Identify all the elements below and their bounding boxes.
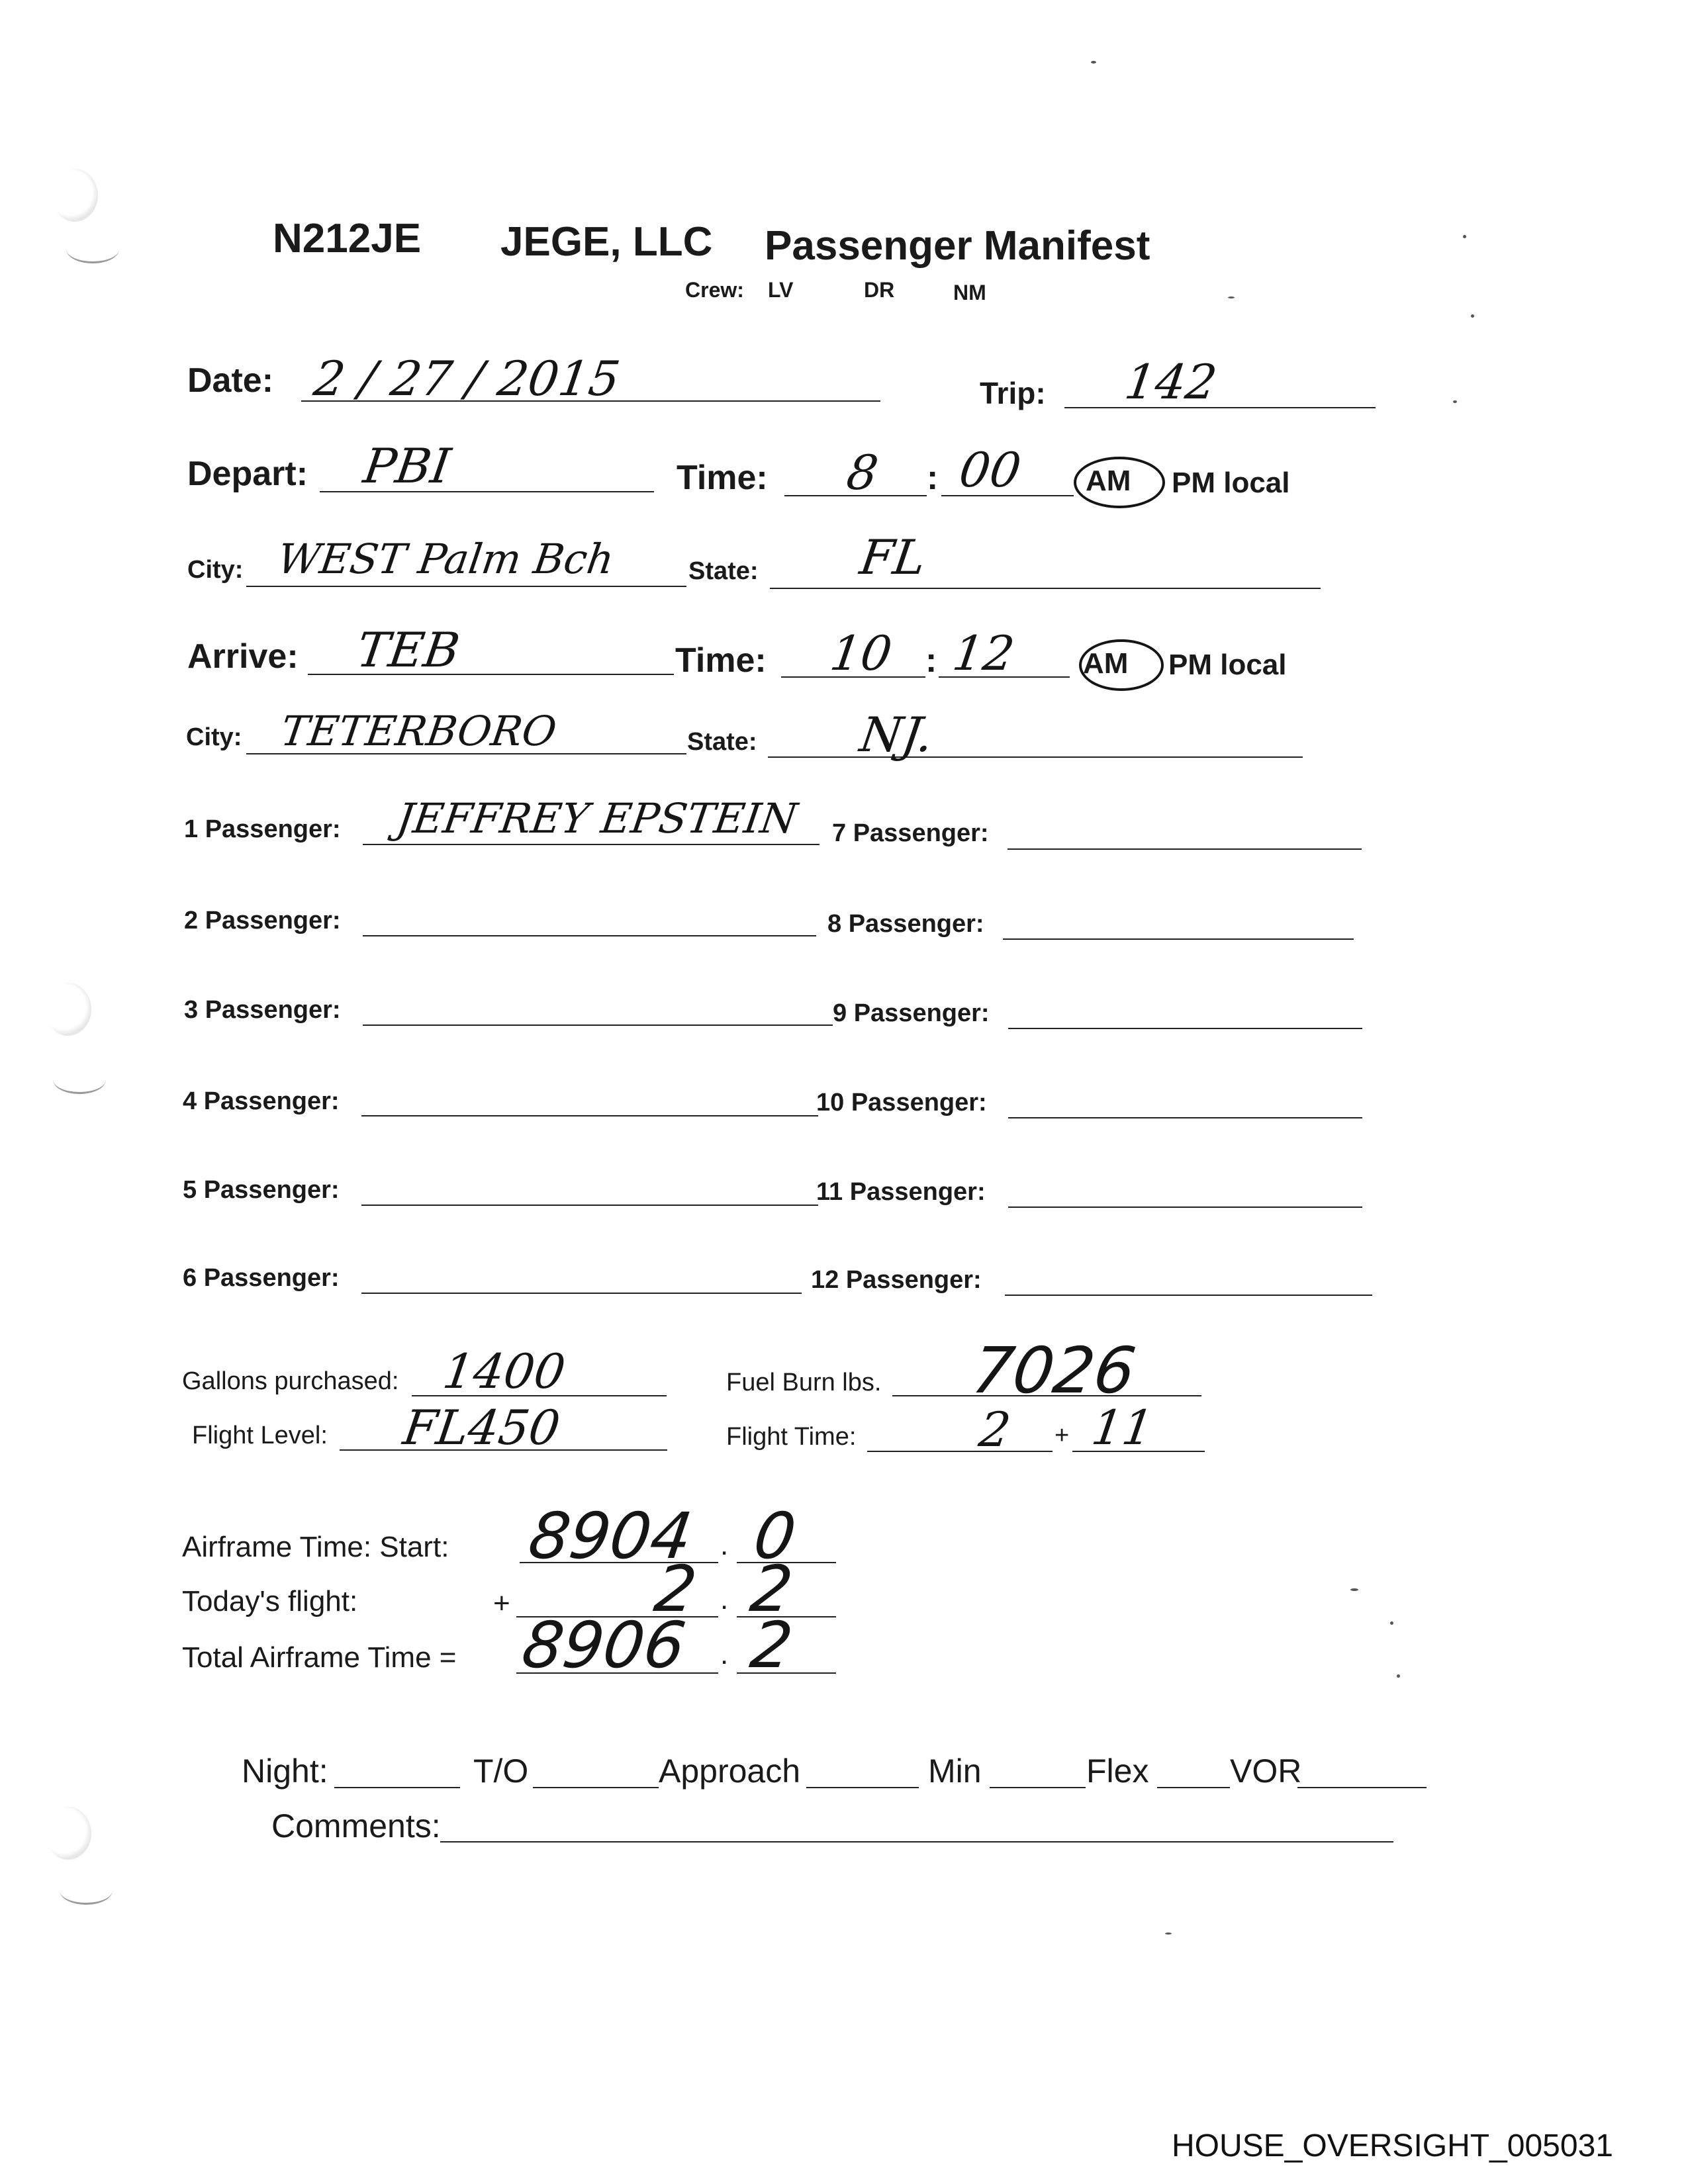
fuel-burn-value: 7026 [968, 1334, 1141, 1408]
flex-label: Flex [1086, 1752, 1149, 1790]
passenger-1-value: JEFFREY EPSTEIN [393, 794, 800, 842]
hole-punch-shadow-bottom [60, 1876, 113, 1905]
arrive-state-value: NJ. [857, 707, 937, 762]
gallons-purchased-value: 1400 [440, 1343, 569, 1399]
hole-punch-shadow-top [66, 235, 119, 263]
flight-time-minutes: 11 [1088, 1400, 1157, 1455]
total-airframe-label: Total Airframe Time = [182, 1641, 457, 1674]
min-line[interactable] [990, 1787, 1086, 1788]
depart-city-line[interactable] [246, 586, 686, 587]
passenger-10-label: 10 Passenger: [816, 1089, 987, 1116]
passenger-5-label: 5 Passenger: [183, 1176, 340, 1204]
arrive-state-label: State: [687, 728, 757, 756]
night-label: Night: [242, 1752, 328, 1790]
flight-level-label: Flight Level: [192, 1422, 328, 1449]
depart-state-line[interactable] [770, 588, 1321, 589]
passenger-9-line[interactable] [1008, 1028, 1362, 1029]
flight-level-value: FL450 [400, 1400, 564, 1455]
passenger-11-label: 11 Passenger: [816, 1178, 986, 1206]
passenger-3-label: 3 Passenger: [184, 996, 341, 1024]
min-label: Min [928, 1752, 982, 1790]
crew-member-3: NM [953, 281, 986, 304]
depart-minute: 00 [956, 442, 1025, 498]
passenger-8-line[interactable] [1003, 938, 1354, 940]
scan-speck [1091, 61, 1096, 64]
form-title: Passenger Manifest [765, 223, 1150, 269]
total-airframe-tenth: 2 [746, 1608, 797, 1682]
arrive-time-colon: : [925, 641, 937, 680]
passenger-2-line[interactable] [363, 935, 816, 936]
passenger-5-line[interactable] [361, 1205, 818, 1206]
todays-flight-plus: + [493, 1587, 510, 1619]
crew-member-1: LV [768, 278, 794, 302]
passenger-4-label: 4 Passenger: [183, 1087, 340, 1115]
todays-flight-whole: 2 [650, 1552, 701, 1626]
gallons-purchased-label: Gallons purchased: [182, 1367, 399, 1395]
depart-label: Depart: [187, 455, 308, 493]
scan-speck [1453, 400, 1457, 403]
passenger-8-label: 8 Passenger: [827, 910, 984, 938]
todays-flight-label: Today's flight: [182, 1585, 358, 1617]
flight-time-label: Flight Time: [726, 1423, 857, 1451]
tail-number: N212JE [273, 216, 422, 261]
airframe-start-tenth: 0 [749, 1499, 800, 1573]
passenger-12-line[interactable] [1005, 1295, 1372, 1296]
depart-time-colon: : [927, 459, 939, 497]
bates-number: HOUSE_OVERSIGHT_005031 [1172, 2128, 1613, 2163]
scan-speck [1390, 1621, 1393, 1625]
night-line[interactable] [334, 1787, 460, 1788]
passenger-6-label: 6 Passenger: [183, 1264, 340, 1292]
scan-speck [1397, 1674, 1400, 1678]
trip-value: 142 [1121, 354, 1221, 410]
arrive-city-label: City: [186, 723, 242, 751]
passenger-2-label: 2 Passenger: [184, 907, 341, 934]
scan-speck [1463, 235, 1466, 238]
arrive-hour: 10 [827, 625, 896, 681]
comments-label: Comments: [271, 1807, 441, 1844]
passenger-7-label: 7 Passenger: [832, 819, 989, 847]
passenger-6-line[interactable] [361, 1293, 802, 1294]
total-airframe-whole: 8906 [518, 1608, 690, 1682]
scan-speck [1165, 1933, 1172, 1934]
takeoff-label: T/O [473, 1752, 529, 1790]
depart-pm-local-option[interactable]: PM local [1172, 467, 1290, 499]
passenger-1-label: 1 Passenger: [184, 815, 341, 843]
passenger-1-line[interactable] [363, 844, 820, 845]
depart-city-label: City: [187, 556, 244, 584]
arrive-minute: 12 [949, 625, 1018, 681]
passenger-9-label: 9 Passenger: [833, 999, 990, 1027]
passenger-3-line[interactable] [363, 1024, 833, 1026]
fuel-burn-label: Fuel Burn lbs. [726, 1369, 882, 1396]
crew-member-2: DR [864, 278, 895, 302]
airframe-start-whole: 8904 [524, 1499, 697, 1573]
passenger-10-line[interactable] [1008, 1117, 1362, 1118]
airframe-start-label: Airframe Time: Start: [182, 1531, 449, 1563]
todays-flight-tenth: 2 [746, 1552, 797, 1626]
depart-hour: 8 [843, 445, 882, 500]
depart-city-value: WEST Palm Bch [274, 535, 618, 583]
vor-line[interactable] [1297, 1787, 1427, 1788]
trip-label: Trip: [980, 376, 1046, 410]
comments-line[interactable] [440, 1841, 1393, 1843]
todays-flight-dot: . [720, 1583, 729, 1615]
flight-time-hours: 2 [976, 1402, 1014, 1457]
date-label: Date: [187, 361, 274, 400]
arrive-time-label: Time: [675, 641, 767, 680]
approach-line[interactable] [806, 1787, 919, 1788]
hole-punch-top [52, 169, 98, 222]
arrive-value: TEB [353, 622, 463, 678]
company-name: JEGE, LLC [500, 219, 713, 265]
flight-time-plus: + [1055, 1422, 1070, 1449]
depart-state-label: State: [688, 557, 759, 585]
scan-speck [1228, 296, 1235, 298]
trip-field-line[interactable] [1064, 407, 1376, 408]
hole-punch-bottom [45, 1807, 91, 1860]
passenger-12-label: 12 Passenger: [811, 1266, 982, 1294]
depart-time-label: Time: [677, 459, 768, 497]
passenger-11-line[interactable] [1008, 1206, 1362, 1208]
hole-punch-shadow-middle [53, 1066, 106, 1094]
arrive-am-option[interactable]: AM [1083, 647, 1129, 680]
flight-time-hours-line[interactable] [867, 1451, 1053, 1452]
scan-speck [1350, 1588, 1358, 1591]
depart-value: PBI [360, 438, 454, 494]
passenger-4-line[interactable] [361, 1115, 818, 1116]
hole-punch-middle [45, 983, 91, 1036]
crew-label: Crew: [685, 278, 744, 302]
passenger-7-line[interactable] [1008, 848, 1362, 850]
arrive-state-line[interactable] [768, 756, 1303, 758]
arrive-pm-local-option[interactable]: PM local [1168, 649, 1287, 681]
depart-state-value: FL [857, 529, 929, 585]
depart-am-option[interactable]: AM [1086, 465, 1131, 497]
flex-line[interactable] [1157, 1787, 1230, 1788]
vor-label: VOR [1230, 1752, 1302, 1790]
arrive-city-value: TETERBORO [277, 707, 560, 755]
takeoff-line[interactable] [533, 1787, 659, 1788]
date-value: 2 / 27 / 2015 [310, 351, 624, 406]
approach-label: Approach [659, 1752, 801, 1790]
airframe-start-dot: . [720, 1529, 729, 1561]
arrive-label: Arrive: [187, 637, 299, 676]
scan-speck [1471, 314, 1474, 318]
total-airframe-dot: . [720, 1638, 729, 1670]
